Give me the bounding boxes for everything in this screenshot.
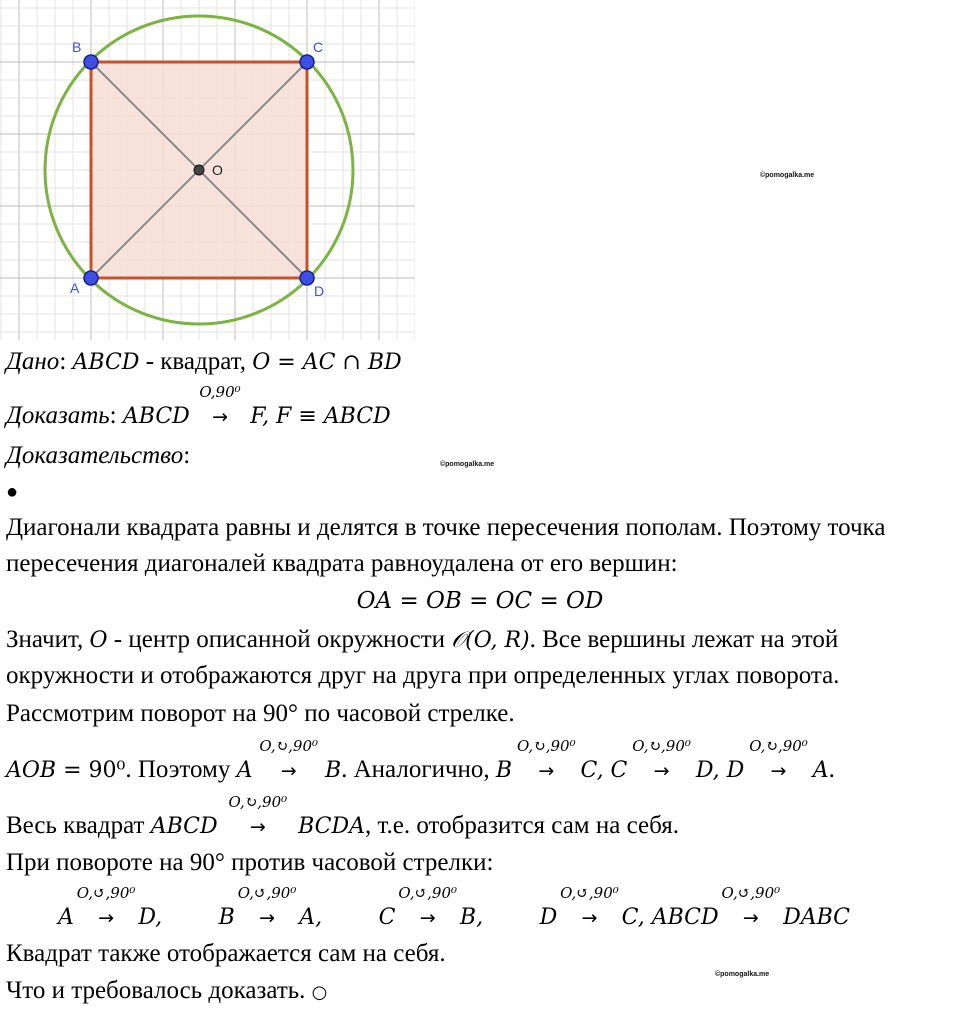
- paragraph-4: Значит, O - центр описанной окружности 𝒪(O, R). Все вершины лежат на этой: [6, 626, 839, 653]
- equality-formula: OA = OB = OC = OD: [356, 588, 604, 614]
- rotation-arrow: O,90⁰ →: [199, 383, 241, 428]
- point-a: [84, 271, 98, 285]
- rotation-arrow: O,↻,90⁰ →: [632, 737, 691, 782]
- rotation-arrow: O,↻,90⁰ →: [516, 737, 576, 782]
- paragraph-11: Квадрат также отображается сам на себя.: [6, 940, 446, 967]
- paragraph-5: окружности и отображаются друг на друга при определенных углах поворота.: [6, 662, 840, 689]
- paragraph-1: Диагонали квадрата равны и делятся в точке пересечения пополам. Поэтому точка: [6, 514, 886, 541]
- proof-label-line: Доказательство:: [6, 442, 191, 469]
- rotation-arrow: O,↺,90⁰ →: [398, 884, 458, 929]
- paragraph-8: Весь квадрат ABCD O,↻,90⁰ → BCDA, т.е. отобразится сам на себя.: [6, 810, 679, 843]
- paragraph-9: При повороте на 90° против часовой стрелки:: [6, 849, 494, 876]
- paragraph-10: A O,↺,90⁰ → D, B O,↺,90⁰ → A, C O,↺,90⁰ → B, D O,↺,90⁰ → C, ABCD O,↺,90⁰ → DABC: [58, 901, 850, 934]
- proof-label: Доказательство: [6, 442, 184, 469]
- rotation-arrow: O,↻,90⁰ →: [749, 737, 808, 782]
- rotation-arrow: O,↺,90⁰ →: [721, 884, 781, 929]
- point-d: [300, 271, 314, 285]
- watermark: ©pomogalka.me: [760, 172, 815, 179]
- rotation-arrow: O,↻,90⁰ →: [228, 793, 288, 838]
- given-figure: ABCD: [72, 350, 140, 375]
- given-line: Дано: ABCD - квадрат, O = AC ∩ BD: [6, 348, 402, 375]
- rotation-arrow: O,↺,90⁰ →: [76, 884, 136, 929]
- label-c: C: [313, 39, 324, 55]
- label-a: A: [70, 280, 80, 296]
- label-o: O: [212, 162, 223, 178]
- given-eq: O = AC ∩ BD: [252, 350, 402, 375]
- paragraph-12: Что и требовалось доказать. ○: [6, 977, 328, 1004]
- rotation-arrow: O,↺,90⁰ →: [237, 884, 297, 929]
- point-b: [84, 55, 98, 69]
- rotation-arrow: O,↺,90⁰ →: [560, 884, 619, 929]
- bullet: ●: [6, 481, 19, 503]
- paragraph-2: пересечения диагоналей квадрата равноудалена от его вершин:: [6, 550, 678, 577]
- point-c: [300, 55, 314, 69]
- watermark: ©pomogalka.me: [715, 971, 770, 978]
- prove-label: Доказать: [6, 402, 110, 429]
- label-b: B: [72, 39, 82, 55]
- point-o: [194, 165, 204, 175]
- label-d: D: [314, 283, 325, 299]
- end-mark: ○: [311, 982, 328, 1003]
- rotation-arrow: O,↻,90⁰ →: [259, 737, 319, 782]
- geometry-figure: [0, 0, 415, 345]
- paragraph-6: Рассмотрим поворот на 90° по часовой стрелке.: [6, 700, 515, 727]
- prove-line: Доказать: ABCD O,90⁰ → F, F ≡ ABCD: [6, 400, 391, 433]
- given-label: Дано: [6, 348, 60, 375]
- watermark: ©pomogalka.me: [440, 461, 495, 468]
- paragraph-7: AOB = 90⁰. Поэтому A O,↻,90⁰ → B. Аналогично, B O,↻,90⁰ → C, C O,↻,90⁰ → D, D O,↻,90⁰ → A.: [6, 754, 835, 787]
